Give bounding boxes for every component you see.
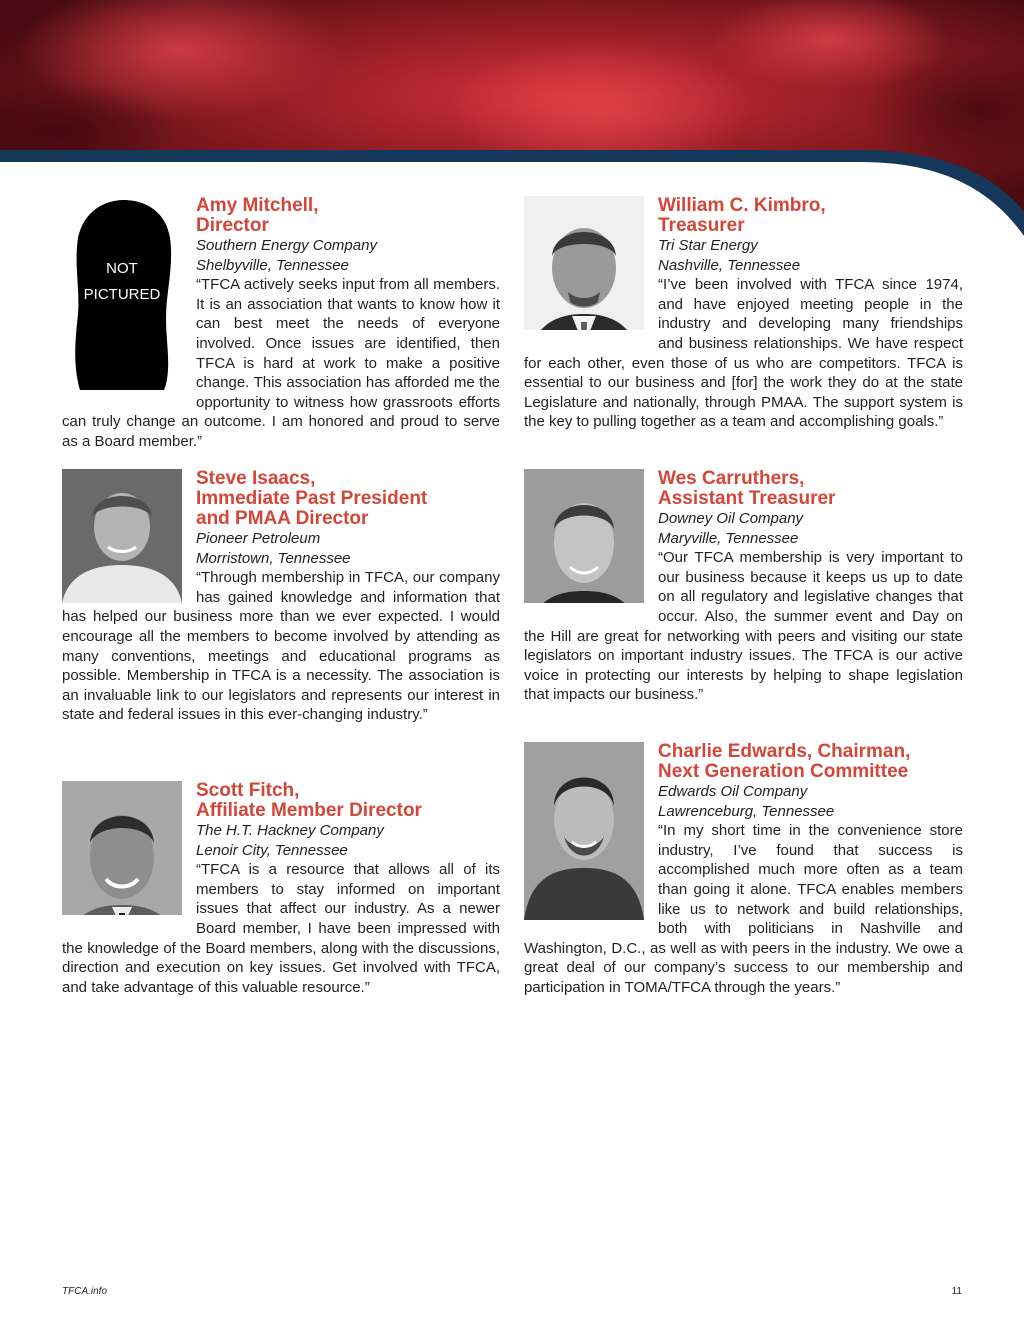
bio-charlie-edwards [524,742,963,998]
bio-name-line: Wes Carruthers, [658,468,805,489]
bio-company: Edwards Oil Company [658,783,808,800]
portrait-photo [524,196,644,330]
bio-name-line: Charlie Edwards, Chairman, [658,741,911,762]
bio-company: Downey Oil Company [658,510,804,527]
bio-scott-fitch [62,781,500,997]
portrait-photo [62,781,182,915]
bio-quote: “Our TFCA membership is very important to our business because it keeps us up to date on all regulatory and legislative changes that occur. Also, the summer event and Day on the Hill are great for networking with peers and visiting our state legislators on important industry issues. The TFCA is our active voice in protecting our interests by helping to shape legislation that impacts our business.” [524,549,963,704]
portrait-photo [524,469,644,603]
bio-title-line: Next Generation Committee [658,761,909,782]
bio-title-line: and PMAA Director [196,508,369,529]
bio-company: Tri Star Energy [658,237,758,254]
not-pictured-label-1: NOT [106,260,138,277]
bio-quote: “I’ve been involved with TFCA since 1974, and have enjoyed meeting people in the industry and developing many friendships and business relationships. We have respect for each other, even those of us who are competitors. TFCA is essential to our business and [for] the work they do at the state Legislature and nationally, through PMAA. The support system is the key to pulling together as a team and accomplishing goals.” [524,276,963,431]
bio-quote: “TFCA is a resource that allows all of its members to stay informed on important issues that affect our industry. As a newer Board member, I have been impressed with the knowledge of the Board members, along with the discussions, direction and execution on key issues. Get involved with TFCA, and take advantage of this valuable resource.” [62,861,500,996]
bio-title-line: Treasurer [658,215,745,236]
bio-city: Nashville, Tennessee [658,256,801,274]
bio-wes-carruthers [524,469,963,705]
bio-company: Southern Energy Company [196,237,377,254]
bio-steve-isaacs [62,469,500,725]
bio-quote: “In my short time in the convenience store industry, I’ve found that success is accomplished much more often as a team than going it alone. TFCA enables members like us to network and build relationships, both with politicians in Nashville and Washington, D.C., as well as with peers in the industry. We owe a great deal of our company’s success to our membership and participation in TOMA/TFCA through the years.” [524,822,963,996]
bio-city: Lawrenceburg, Tennessee [658,802,835,820]
not-pictured-label-2: PICTURED [83,286,161,303]
bio-company: The H.T. Hackney Company [196,822,384,839]
bio-name-line: Amy Mitchell, [196,195,319,216]
bio-name-line: Steve Isaacs, [196,468,316,489]
bio-title-line: Assistant Treasurer [658,488,836,509]
portrait-photo [62,469,182,603]
bio-city: Morristown, Tennessee [196,549,351,567]
bio-quote: “Through membership in TFCA, our company has gained knowledge and information that has helped our business more than we ever expected. I would encourage all the members to become involved by attending as many conventions, meetings and educational programs as possible. Membership in TFCA is a necessity. The association is an invaluable link to our legislators and represents our interest in state and federal issues in this ever-changing industry.” [62,569,500,724]
bio-quote: “TFCA actively seeks input from all members. It is an association that wants to know how it can best meet the needs of everyone involved. Once issues are identified, then TFCA is hard at work to make a positive change. This association has afforded me the opportunity to witness how grassroots efforts can truly change an outcome. I am honored and proud to serve as a Board member.” [62,276,500,450]
bio-city: Shelbyville, Tennessee [196,256,349,274]
page-number: 11 [951,1286,962,1297]
bio-city: Lenoir City, Tennessee [196,841,348,859]
bio-name-line: Scott Fitch, [196,780,300,801]
bio-title-line: Director [196,215,269,236]
portrait-photo [524,742,644,920]
bio-company: Pioneer Petroleum [196,530,321,547]
bio-title-line: Immediate Past President [196,488,428,509]
bio-william-kimbro [524,196,963,432]
bio-title-line: Affiliate Member Director [196,800,422,821]
footer-site: TFCA.info [62,1286,108,1297]
not-pictured-silhouette [62,194,182,394]
bio-amy-mitchell [62,196,500,452]
bio-city: Maryville, Tennessee [658,529,799,547]
bio-name-line: William C. Kimbro, [658,195,826,216]
